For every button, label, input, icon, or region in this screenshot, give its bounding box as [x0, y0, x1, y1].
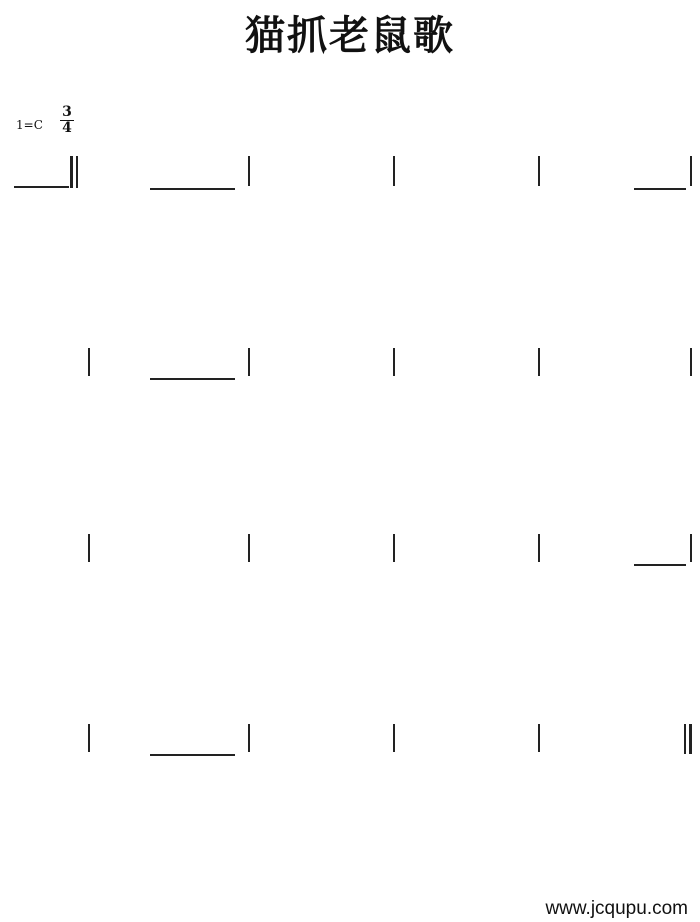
- bar-line: [88, 348, 90, 376]
- bar-line: [393, 724, 395, 752]
- beam-underline: [150, 378, 235, 380]
- repeat-end-thick: [689, 724, 692, 754]
- bar-line: [393, 156, 395, 186]
- bar-line: [88, 724, 90, 752]
- bar-line: [248, 348, 250, 376]
- bar-line: [393, 534, 395, 562]
- bar-line: [538, 156, 540, 186]
- repeat-start-thin: [76, 156, 78, 188]
- bar-line: [393, 348, 395, 376]
- bar-line: [690, 348, 692, 376]
- bar-line: [538, 534, 540, 562]
- bar-line: [248, 534, 250, 562]
- time-signature: [60, 105, 74, 136]
- time-signature-top: 3: [60, 105, 74, 121]
- bar-line: [538, 724, 540, 752]
- pickup-underline: [14, 186, 69, 188]
- bar-line: [690, 534, 692, 562]
- bar-line: [248, 724, 250, 752]
- beam-underline: [150, 188, 235, 190]
- key-signature: [16, 104, 72, 136]
- beam-underline: [634, 564, 686, 566]
- repeat-end-thin: [684, 724, 686, 754]
- key-label: 1=C: [16, 118, 43, 132]
- bar-line: [690, 156, 692, 186]
- beam-underline: [634, 188, 686, 190]
- beam-underline: [150, 754, 235, 756]
- page-title: 猫抓老鼠歌: [245, 13, 455, 59]
- bar-line: [538, 348, 540, 376]
- bar-line: [88, 534, 90, 562]
- watermark: www.jcqupu.com: [545, 898, 688, 919]
- bar-line: [248, 156, 250, 186]
- time-signature-bottom: 4: [62, 120, 72, 136]
- repeat-start-thick: [70, 156, 73, 188]
